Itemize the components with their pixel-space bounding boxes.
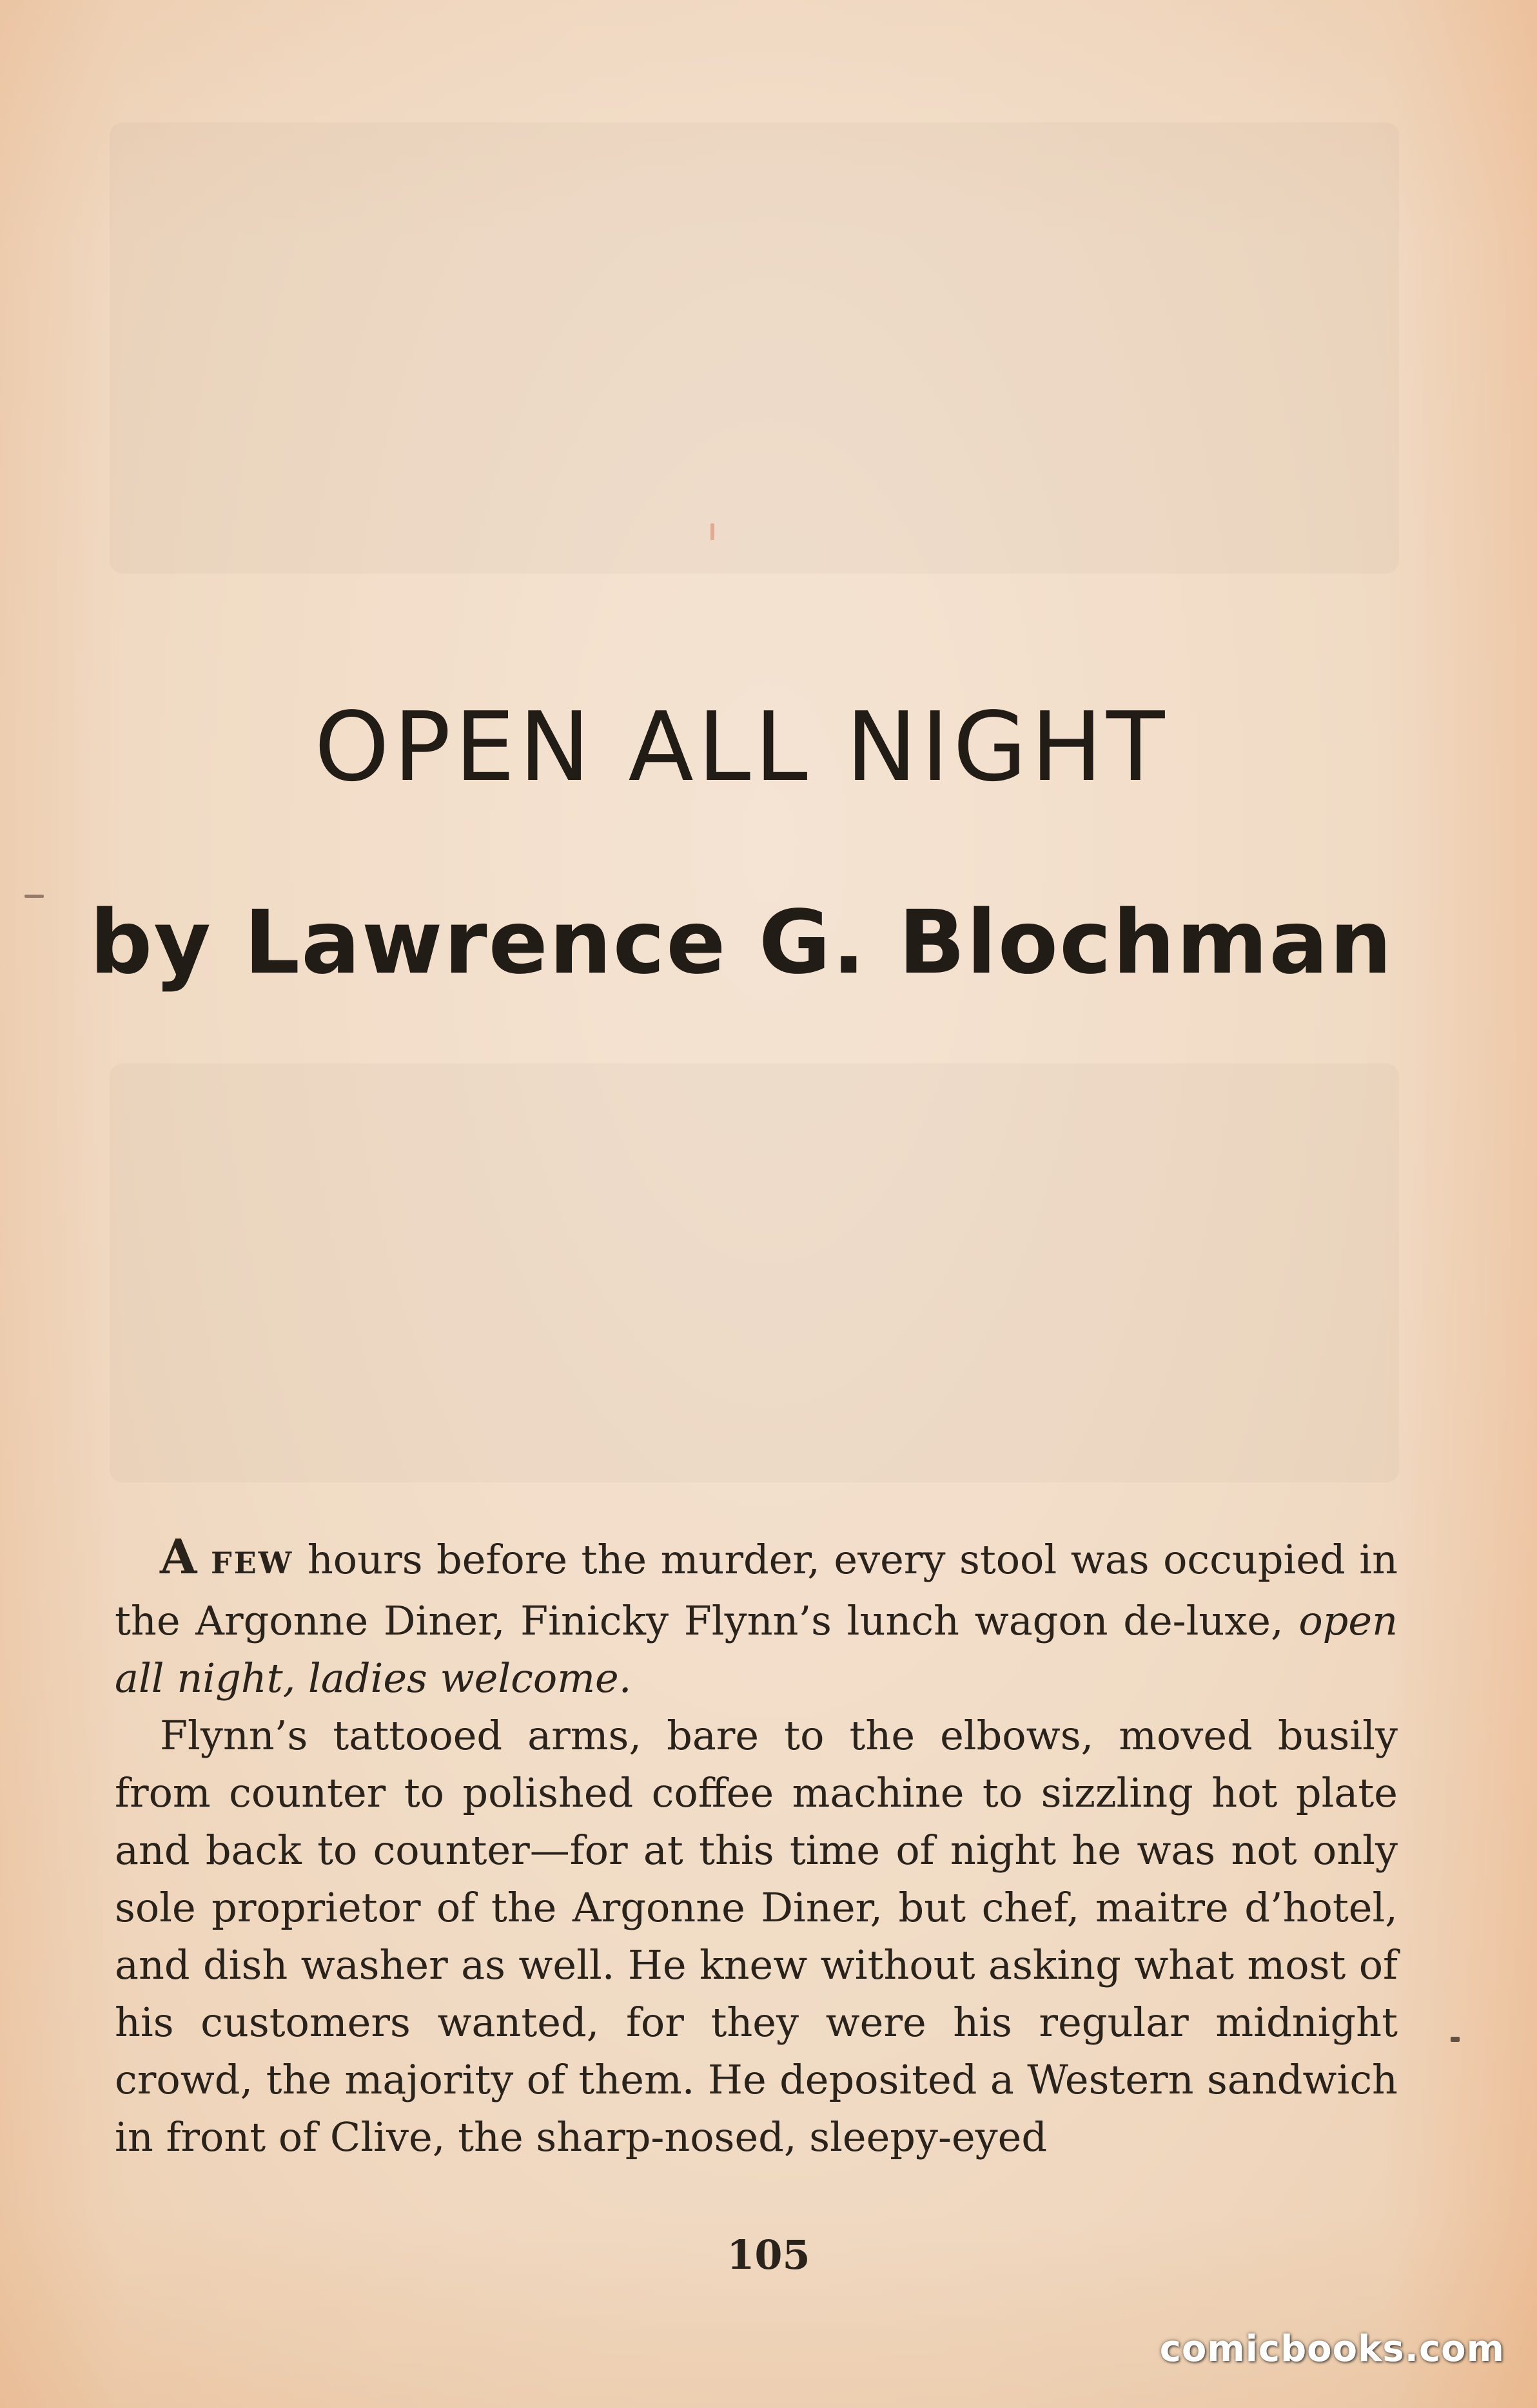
reverse-side-show-through-middle xyxy=(110,1063,1399,1482)
paragraph-1-text: hours before the murder, every stool was occupied in the Argonne Diner, Finicky Flynn’s lunch wagon de-luxe, xyxy=(115,1536,1398,1644)
paper-fleck xyxy=(1451,2037,1460,2042)
drop-cap: A xyxy=(160,1529,197,1585)
story-title: OPEN ALL NIGHT xyxy=(314,692,1169,802)
paper-fleck xyxy=(710,523,714,540)
paragraph-1-italic: open all night, ladies welcome. xyxy=(115,1597,1398,1702)
paper-fleck xyxy=(24,895,44,898)
reverse-side-show-through-top xyxy=(110,122,1399,574)
page-number: 105 xyxy=(727,2231,810,2278)
story-body xyxy=(115,1529,1398,2166)
paragraph-2: Flynn’s tattooed arms, bare to the elbows, moved busily from counter to polished coffee machine to sizzling hot plate and back to counter—for at this time of night he was not only sole proprietor of the Argonne Diner, but chef, maitre d’hotel, and dish washer as well. He knew without asking what most of his customers wanted, for they were his regular midnight crowd, the majority of them. He deposited a Western sandwich in front of Clive, the sharp-nosed, sleepy-eyed xyxy=(115,1712,1398,2160)
watermark-text: comicbooks.com xyxy=(1159,2328,1505,2370)
paragraph-1 xyxy=(115,1529,1398,1707)
story-byline: by Lawrence G. Blochman xyxy=(90,892,1393,994)
small-caps-lead: FEW xyxy=(210,1546,294,1580)
